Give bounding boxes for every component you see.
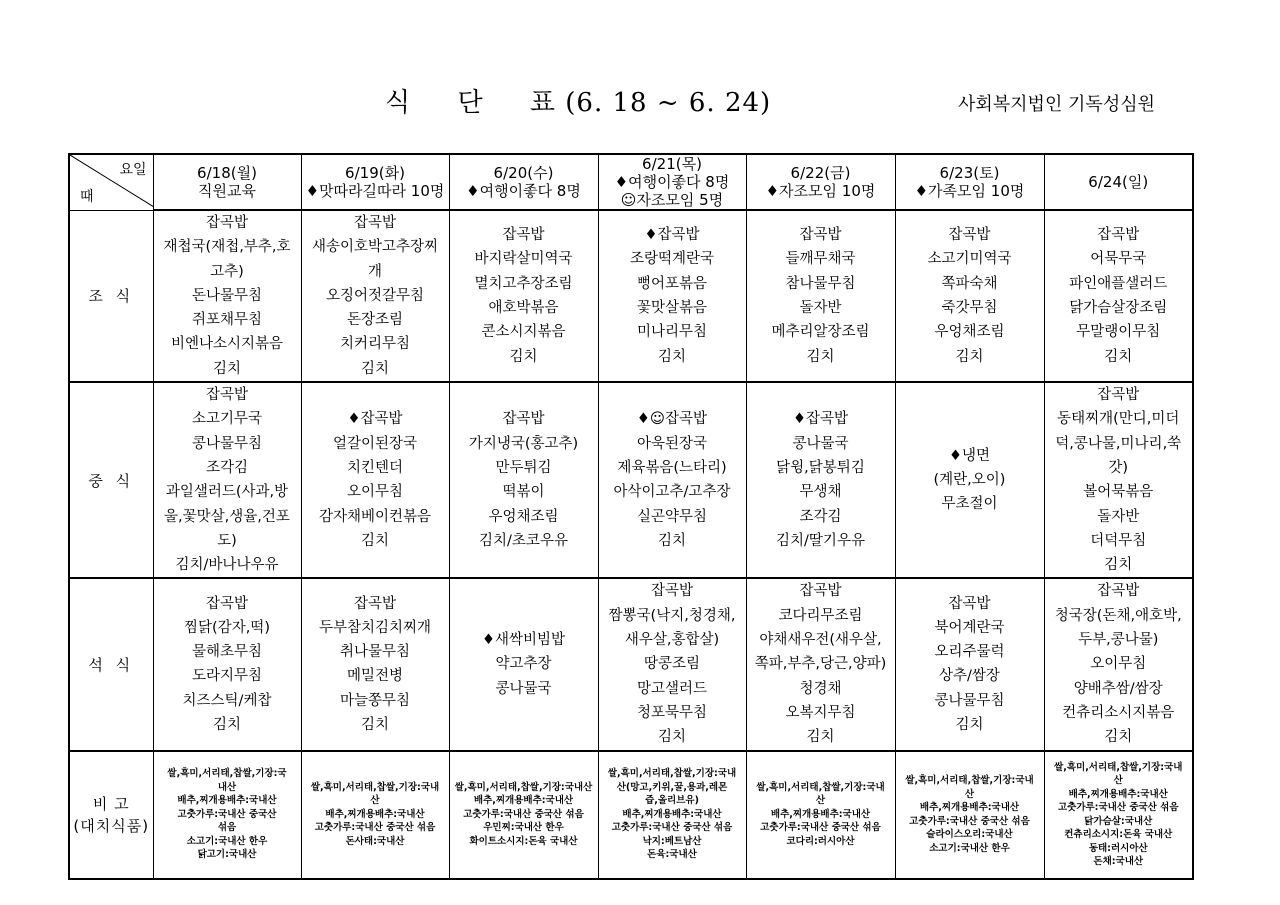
- day-date: 6/19(화): [345, 164, 405, 182]
- day-event: ♦가족모임 10명: [914, 182, 1025, 200]
- meal-label-breakfast: 조 식: [69, 210, 153, 382]
- header-row: [69, 154, 1193, 210]
- menu-cell: 잡곡밥 새송이호박고추장찌 개 오징어젓갈무침 돈장조림 치커리무침 김치: [301, 210, 449, 382]
- meal-label-notes: 비 고 (대치식품): [69, 751, 153, 879]
- menu-cell: 잡곡밥 코다리무조림 야채새우전(새우살, 쪽파,부추,당근,양파) 청경채 오복지무침 김치: [746, 578, 895, 750]
- day-header: [449, 154, 598, 210]
- organization-name: 사회복지법인 기독성심원: [958, 94, 1155, 115]
- day-event: ♦여행이좋다 8명: [466, 182, 581, 200]
- origin-note-cell: 쌀,흑미,서리태,찹쌀,기장:국내 산 배추,찌개용배추:국내산 고춧가루:국내산 중국산 섞음 닭가슴살:국내산 컨츄리소시지:돈육 국내산 동태:러시아산 돈채:국내산: [1044, 751, 1193, 879]
- meal-label-lunch: 중 식: [69, 382, 153, 578]
- menu-cell: ♦냉면 (계란,오이) 무초절이: [895, 382, 1044, 578]
- menu-cell: 잡곡밥 들깨무채국 참나물무침 돌자반 메추리알장조림 김치: [746, 210, 895, 382]
- menu-table: [68, 153, 1194, 880]
- menu-cell: 잡곡밥 어묵무국 파인애플샐러드 닭가슴살장조림 무말랭이무침 김치: [1044, 210, 1193, 382]
- menu-cell: ♦☺잡곡밥 아욱된장국 제육볶음(느타리) 아삭이고추/고추장 실곤약무침 김치: [598, 382, 746, 578]
- day-header: [895, 154, 1044, 210]
- day-header: [1044, 154, 1193, 210]
- day-header: [153, 154, 301, 210]
- day-date: 6/21(목): [642, 155, 702, 173]
- origin-note-cell: 쌀,흑미,서리태,찹쌀,기장:국내 산(망고,키위,꿀,용과,레몬 즙,올리브유) 배추,찌개용배추:국내산 고춧가루:국내산 중국산 섞음 낙지:베트남산 돈육:국내산: [598, 751, 746, 879]
- corner-cell: [69, 154, 153, 210]
- lunch-row: [69, 382, 1193, 578]
- menu-cell: ♦잡곡밥 콩나물국 닭윙,닭봉튀김 무생채 조각김 김치/딸기우유: [746, 382, 895, 578]
- origin-note-cell: 쌀,흑미,서리태,찹쌀,기장:국내 산 배추,찌개용배추:국내산 고춧가루:국내산 중국산 섞음 돈사태:국내산: [301, 751, 449, 879]
- day-event: ♦자조모임 10명: [765, 182, 876, 200]
- notes-row: [69, 751, 1193, 879]
- menu-cell: 잡곡밥 바지락살미역국 멸치고추장조림 애호박볶음 콘소시지볶음 김치: [449, 210, 598, 382]
- menu-cell: 잡곡밥 청국장(돈채,애호박, 두부,콩나물) 오이무침 양배추쌈/쌈장 컨츄리소시지볶음 김치: [1044, 578, 1193, 750]
- day-date: 6/23(토): [939, 164, 1000, 182]
- origin-note-cell: 쌀,흑미,서리태,찹쌀,기장:국내 산 배추,찌개용배추:국내산 고춧가루:국내산 중국산 섞음 슬라이스오리:국내산 소고기:국내산 한우: [895, 751, 1044, 879]
- day-header: [301, 154, 449, 210]
- menu-cell: 잡곡밥 찜닭(감자,떡) 물해초무침 도라지무침 치즈스틱/케찹 김치: [153, 578, 301, 750]
- breakfast-row: [69, 210, 1193, 382]
- meal-label-dinner: 석 식: [69, 578, 153, 750]
- menu-cell: 잡곡밥 소고기미역국 쪽파숙채 죽갓무침 우엉채조림 김치: [895, 210, 1044, 382]
- origin-note-cell: 쌀,흑미,서리태,찹쌀,기장:국내 산 배추,찌개용배추:국내산 고춧가루:국내산 중국산 섞음 코다리:러시아산: [746, 751, 895, 879]
- menu-cell: 잡곡밥 가지냉국(홍고추) 만두튀김 떡볶이 우엉채조림 김치/초코우유: [449, 382, 598, 578]
- day-header: [598, 154, 746, 210]
- day-date: 6/20(수): [493, 164, 554, 182]
- page-title: 식 단 표 (6. 18 ~ 6. 24): [385, 88, 772, 118]
- corner-day-label: 요일: [119, 162, 147, 178]
- corner-meal-label: 때: [80, 188, 94, 205]
- menu-cell: ♦잡곡밥 조랑떡계란국 뻥어포볶음 꽃맛살볶음 미나리무침 김치: [598, 210, 746, 382]
- menu-cell: 잡곡밥 재첩국(재첩,부추,호 고추) 돈나물무침 쥐포채무침 비엔나소시지볶음 김치: [153, 210, 301, 382]
- menu-cell: 잡곡밥 동태찌개(만디,미더 덕,콩나물,미나리,쑥 갓) 볼어묵볶음 돌자반 더덕무침 김치: [1044, 382, 1193, 578]
- menu-cell: 잡곡밥 두부참치김치찌개 취나물무침 메밀전병 마늘쫑무침 김치: [301, 578, 449, 750]
- day-header: [746, 154, 895, 210]
- menu-cell: 잡곡밥 짬뽕국(낙지,청경채, 새우살,홍합살) 땅콩조림 망고샐러드 청포묵무침 김치: [598, 578, 746, 750]
- day-date: 6/22(금): [790, 164, 851, 182]
- origin-note-cell: 쌀,흑미,서리태,찹쌀,기장:국내산 배추,찌개용배추:국내산 고춧가루:국내산 중국산 섞음 우민찌:국내산 한우 화이트소시지:돈육 국내산: [449, 751, 598, 879]
- day-event: ♦여행이좋다 8명 ☺자조모임 5명: [614, 173, 730, 209]
- day-event: ♦맛따라길따라 10명: [305, 182, 445, 200]
- day-event: 직원교육: [198, 182, 256, 200]
- menu-cell: 잡곡밥 북어계란국 오리주물럭 상추/쌈장 콩나물무침 김치: [895, 578, 1044, 750]
- menu-cell: ♦새싹비빔밥 약고추장 콩나물국: [449, 578, 598, 750]
- day-date: 6/18(월): [197, 164, 257, 182]
- menu-cell: 잡곡밥 소고기무국 콩나물무침 조각김 과일샐러드(사과,방 울,꽃맛살,생율,건포 도) 김치/바나나우유: [153, 382, 301, 578]
- dinner-row: [69, 578, 1193, 750]
- menu-cell: ♦잡곡밥 얼갈이된장국 치킨텐더 오이무침 감자채베이컨볶음 김치: [301, 382, 449, 578]
- day-date: 6/24(일): [1088, 173, 1149, 191]
- origin-note-cell: 쌀,흑미,서리태,찹쌀,기장:국 내산 배추,찌개용배추:국내산 고춧가루:국내산 중국산 섞음 소고기:국내산 한우 닭고기:국내산: [153, 751, 301, 879]
